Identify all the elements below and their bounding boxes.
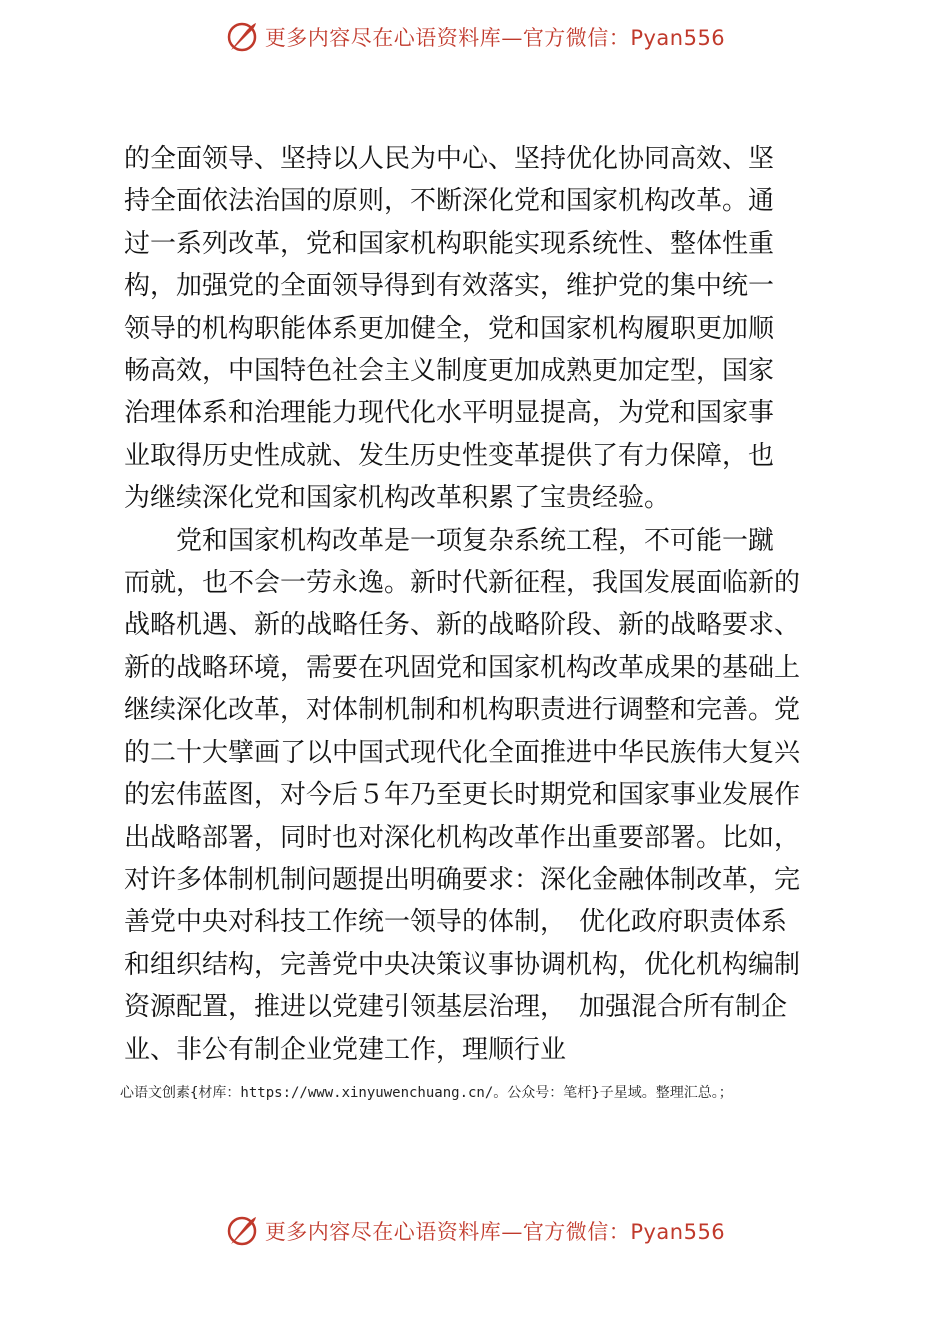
text-line: 的宏伟蓝图，对今后５年乃至更长时期党和国家事业发展作 [124,780,801,811]
quill-logo-icon [225,1214,259,1248]
document-body [124,138,834,1071]
text-line: 治理体系和治理能力现代化水平明显提高，为党和国家事 [124,398,775,429]
text-line: 新的战略环境，需要在巩固党和国家机构改革成果的基础上 [124,652,801,683]
text-line: 业取得历史性成就、发生历史性变革提供了有力保障，也 [124,440,775,471]
footer-banner [0,1206,950,1256]
text-line: 的二十大擘画了以中国式现代化全面推进中华民族伟大复兴 [124,737,801,768]
text-line: 和组织结构，完善党中央决策议事协调机构，优化机构编制 [124,949,801,980]
text-line: 为继续深化党和国家机构改革积累了宝贵经验。 [124,483,671,514]
text-line: 畅高效，中国特色社会主义制度更加成熟更加定型，国家 [124,356,775,387]
text-line: 善党中央对科技工作统一领导的体制， 优化政府职责体系 [124,907,788,938]
wechat-id: Pyan556 [630,1220,726,1244]
text-line: 出战略部署，同时也对深化机构改革作出重要部署。比如， [124,822,801,853]
paragraph-1 [124,138,834,520]
text-line: 而就，也不会一劳永逸。新时代新征程，我国发展面临新的 [124,568,801,599]
text-line: 持全面依法治国的原则，不断深化党和国家机构改革。通 [124,186,775,217]
text-line: 业、非公有制企业党建工作，理顺行业 [124,1034,567,1065]
source-note: 心语文创素{材库：https://www.xinyuwenchuang.cn/。公众号：笔杆}子星域。整理汇总。； [120,1085,733,1101]
text-line: 资源配置，推进以党建引领基层治理， 加强混合所有制企 [124,992,788,1023]
quill-logo-icon [225,20,259,54]
text-line: 的全面领导、坚持以人民为中心、坚持优化协同高效、坚 [124,144,775,174]
text-line: 党和国家机构改革是一项复杂系统工程，不可能一蹴 [176,525,775,556]
text-line: 战略机遇、新的战略任务、新的战略阶段、新的战略要求、 [124,610,801,641]
text-line: 构，加强党的全面领导得到有效落实，维护党的集中统一 [124,271,775,302]
text-line: 领导的机构职能体系更加健全，党和国家机构履职更加顺 [124,313,775,344]
banner-text: 更多内容尽在心语资料库—官方微信：Pyan556 [264,26,726,50]
text-line: 过一系列改革，党和国家机构职能实现系统性、整体性重 [124,228,775,259]
text-line: 继续深化改革，对体制机制和机构职责进行调整和完善。党 [124,695,801,726]
paragraph-2 [124,520,834,1071]
text-line: 对许多体制机制问题提出明确要求：深化金融体制改革，完 [124,864,801,895]
header-banner [0,12,950,62]
banner-text: 更多内容尽在心语资料库—官方微信：Pyan556 [264,1220,726,1244]
wechat-id: Pyan556 [630,26,726,50]
